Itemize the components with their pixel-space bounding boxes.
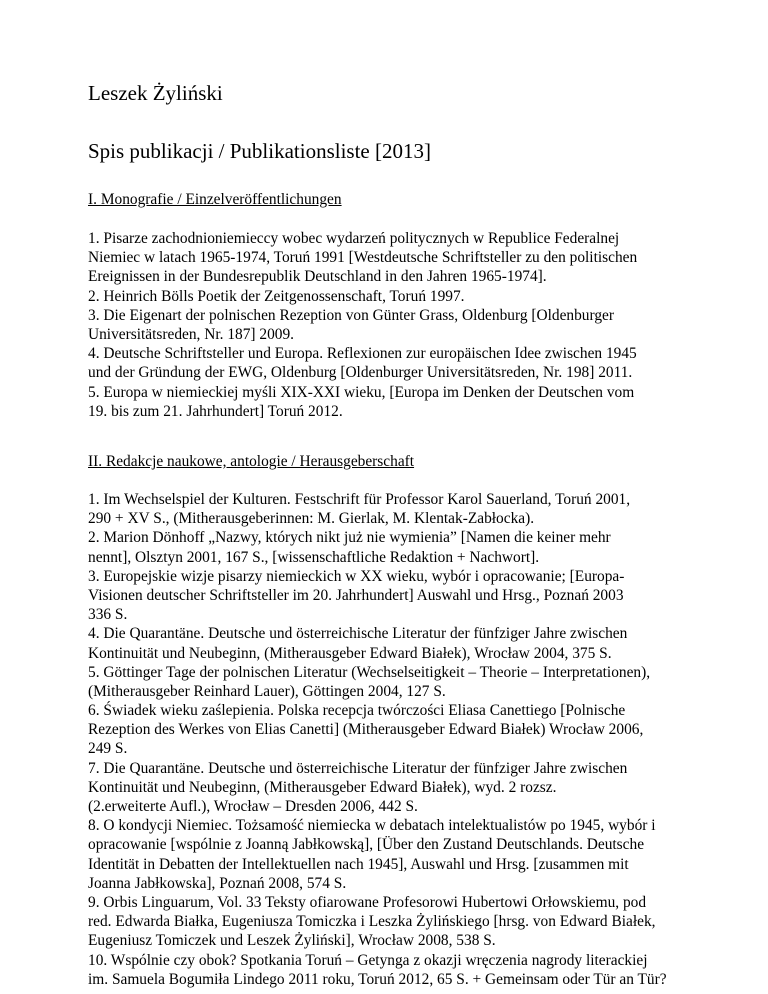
entry-line: und der Gründung der EWG, Oldenburg [Oldenburger Universitätsreden, Nr. 198] 2011. [88,364,633,382]
entry-line: Kontinuität und Neubeginn, (Mitherausgeber Edward Białek), Wrocław 2004, 375 S. [88,644,612,662]
entry-line: 5. Göttinger Tage der polnischen Literatur (Wechselseitigkeit – Theorie – Interpretationen), [88,663,651,681]
entry-line: 7. Die Quarantäne. Deutsche und österreichische Literatur der fünfziger Jahre zwischen [88,759,628,777]
entry-line: 4. Die Quarantäne. Deutsche und österreichische Literatur der fünfziger Jahre zwischen [88,625,628,643]
entry-line: (Mitherausgeber Reinhard Lauer), Göttingen 2004, 127 S. [88,682,446,700]
entry-line: 1. Pisarze zachodnioniemieccy wobec wydarzeń politycznych w Republice Federalnej [88,230,620,247]
section-heading-monographs: I. Monografie / Einzelveröffentlichungen [88,191,342,208]
editorship-list [88,490,688,989]
entry-line: Joanna Jabłkowska], Poznań 2008, 574 S. [88,874,347,892]
entry-line: Ereignissen in der Bundesrepublik Deutschland in den Jahren 1965-1974]. [88,268,547,286]
entry-line: 1. Im Wechselspiel der Kulturen. Festschrift für Professor Karol Sauerland, Toruń 2001, [88,491,631,508]
entry-line: 5. Europa w niemieckiej myśli XIX-XXI wieku, [Europa im Denken der Deutschen vom [88,383,635,401]
entry-line: 3. Europejskie wizje pisarzy niemieckich w XX wieku, wybór i opracowanie; [Europa- [88,567,625,585]
author-name: Leszek Żyliński [88,81,223,105]
entry-line: 9. Orbis Linguarum, Vol. 33 Teksty ofiarowane Profesorowi Hubertowi Orłowskiemu, pod [88,893,647,911]
entry-line: red. Edwarda Białka, Eugeniusza Tomiczka i Leszka Żylińskiego [hrsg. von Edward Białek, [88,913,656,931]
entry-line: 4. Deutsche Schriftsteller und Europa. Reflexionen zur europäischen Idee zwischen 1945 [88,345,637,363]
entry-line: Kontinuität und Neubeginn, (Mitherausgeber Edward Białek), wyd. 2 rozsz. [88,778,557,796]
entry-line: 3. Die Eigenart der polnischen Rezeption von Günter Grass, Oldenburg [Oldenburger [88,306,614,324]
entry-line: 336 S. [88,606,128,624]
entry-line: opracowanie [wspólnie z Joanną Jabłkowską], [Über den Zustand Deutschlands. Deutsche [88,836,645,854]
entry-line: (2.erweiterte Aufl.), Wrocław – Dresden 2006, 442 S. [88,798,418,815]
entry-line: 249 S. [88,740,128,758]
entry-line: 2. Heinrich Bölls Poetik der Zeitgenossenschaft, Toruń 1997. [88,287,465,305]
entry-line: Niemiec w latach 1965-1974, Toruń 1991 [Westdeutsche Schriftsteller zu den politischen [88,249,638,267]
entry-line: nennt], Olsztyn 2001, 167 S., [wissenschaftliche Redaktion + Nachwort]. [88,548,540,566]
entry-line: im. Samuela Bogumiła Lindego 2011 roku, Toruń 2012, 65 S. + Gemeinsam oder Tür an Tür? [88,970,667,988]
entry-line: Identität in Debatten der Intellektuellen nach 1945], Auswahl und Hrsg. [zusammen mit [88,855,629,873]
document-title: Spis publikacji / Publikationsliste [2013] [88,139,431,163]
entry-line: Visionen deutscher Schriftsteller im 20. Jahrhundert] Auswahl und Hrsg., Poznań 2003 [88,586,624,604]
entry-line: Universitätsreden, Nr. 187] 2009. [88,325,295,343]
entry-line: 10. Wspólnie czy obok? Spotkania Toruń – Getynga z okazji wręczenia nagrody literackiej [88,951,648,969]
entry-line: 2. Marion Dönhoff „Nazwy, których nikt już nie wymienia” [Namen die keiner mehr [88,529,611,547]
monographs-list [88,229,688,421]
entry-line: Eugeniusz Tomiczek und Leszek Żyliński], Wrocław 2008, 538 S. [88,932,496,950]
entry-line: 8. O kondycji Niemiec. Tożsamość niemiecka w debatach intelektualistów po 1945, wybór i [88,817,656,835]
entry-line: Rezeption des Werkes von Elias Canetti] (Mitherausgeber Edward Białek) Wrocław 2006, [88,721,644,739]
entry-line: 19. bis zum 21. Jahrhundert] Toruń 2012. [88,402,343,420]
section-heading-editorship: II. Redakcje naukowe, antologie / Herausgeberschaft [88,453,415,470]
entry-line: 6. Świadek wieku zaślepienia. Polska recepcja twórczości Eliasa Canettiego [Polnische [88,702,626,720]
entry-line: 290 + XV S., (Mitherausgeberinnen: M. Gierlak, M. Klentak-Zabłocka). [88,510,535,528]
